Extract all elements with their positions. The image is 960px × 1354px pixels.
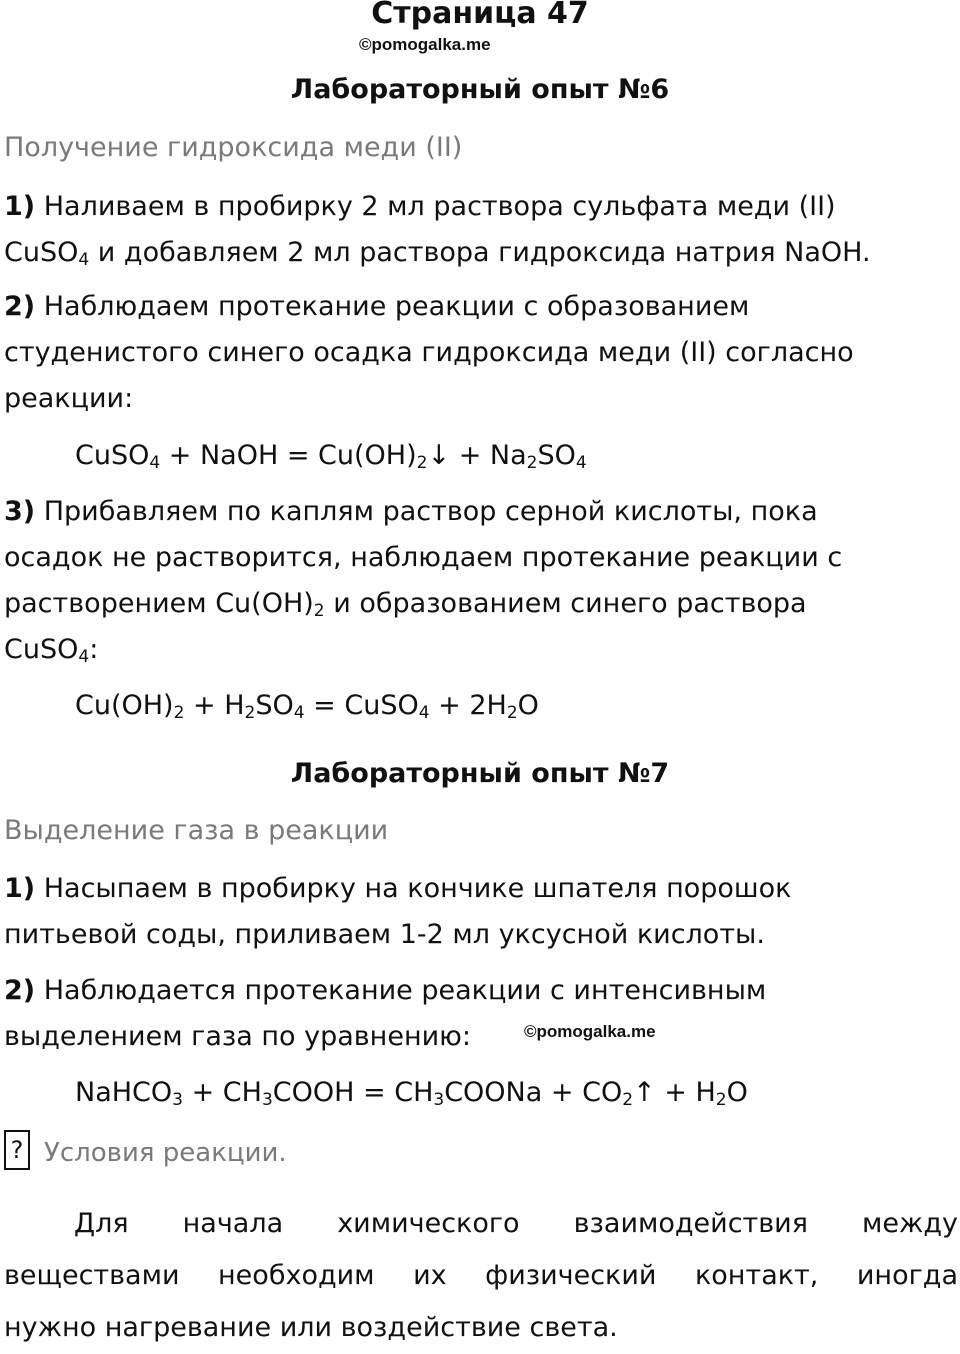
equation-1: CuSO$_4$ + NaOH = $Cu(OH)_2↓ + Na_2SO_4$	[75, 440, 587, 473]
step-text: Наливаем в пробирку 2 мл раствора сульфата меди (II)	[43, 191, 836, 222]
answer-word: физический	[485, 1260, 657, 1291]
answer-line-3: нужно нагревание или воздействие света.	[4, 1312, 618, 1343]
answer-line-2	[4, 1250, 958, 1302]
lab7-heading: Лабораторный опыт №7	[290, 758, 670, 789]
step-number: 1)	[4, 873, 36, 904]
lab7-step2	[4, 968, 954, 1060]
step-text: Насыпаем в пробирку на кончике шпателя порошок	[43, 873, 792, 904]
step-text: питьевой соды, приливаем 1-2 мл уксусной кислоты.	[4, 919, 765, 950]
answer-word: необходим	[218, 1260, 375, 1291]
equation-3: NaHCO$_3$ + $CH_3COOH$ = $CH_3COONa$ + $CO_2↑ + H_2O$	[75, 1077, 748, 1110]
lab6-heading: Лабораторный опыт №6	[290, 74, 670, 105]
question-label: Условия реакции.	[44, 1138, 287, 1168]
page-title: Страница 47	[371, 0, 589, 31]
answer-word: иногда	[856, 1260, 958, 1291]
subscript: 4	[78, 250, 90, 270]
answer-word: между	[862, 1208, 958, 1239]
answer-word: Для	[74, 1208, 129, 1239]
step-text: осадок не растворится, наблюдаем протекание реакции с	[4, 542, 843, 573]
step-number: 3)	[4, 496, 36, 527]
answer-word: химического	[337, 1208, 520, 1239]
step-number: 1)	[4, 191, 36, 222]
step-text: Наблюдается протекание реакции с интенсивным	[43, 975, 767, 1006]
answer-word: начала	[182, 1208, 284, 1239]
step-text: выделением газа по уравнению:	[4, 1021, 471, 1052]
step-number: 2)	[4, 975, 36, 1006]
watermark-inline: ©pomogalka.me	[524, 1022, 656, 1041]
answer-word: веществами	[4, 1260, 180, 1291]
lab6-step1	[4, 184, 954, 276]
answer-word: их	[413, 1260, 447, 1291]
lab6-subtitle: Получение гидроксида меди (II)	[4, 132, 463, 163]
formula-text: CuSO	[4, 237, 79, 268]
step-text: студенистого синего осадка гидроксида меди (II) согласно	[4, 337, 854, 368]
step-number: 2)	[4, 291, 36, 322]
lab7-subtitle: Выделение газа в реакции	[4, 815, 389, 846]
lab7-step1	[4, 866, 954, 958]
answer-word: взаимодействия	[573, 1208, 808, 1239]
answer-line-1	[4, 1198, 958, 1250]
step-text: Наблюдаем протекание реакции с образованием	[43, 291, 750, 322]
equation-2: $Cu(OH)_2 + H_2SO_4$ = CuSO$_4$ + $2H_2O$	[75, 690, 539, 723]
step-text: реакции:	[4, 383, 134, 414]
answer-paragraph	[4, 1198, 958, 1354]
lab6-step3: 3) Прибавляем по каплям раствор серной кислоты, пока осадок не растворится, наблюдаем протекание реакции с растворением $Cu(OH)_2$ и образованием синего раствора CuSO$_4$:	[4, 489, 954, 673]
step-text: Прибавляем по каплям раствор серной кислоты, пока	[43, 496, 818, 527]
lab6-step2	[4, 284, 954, 422]
answer-word: контакт,	[694, 1260, 819, 1291]
step-text: и добавляем 2 мл раствора гидроксида натрия NaOH.	[89, 237, 871, 268]
watermark-top: ©pomogalka.me	[359, 35, 491, 54]
question-mark-icon: ?	[4, 1130, 30, 1170]
